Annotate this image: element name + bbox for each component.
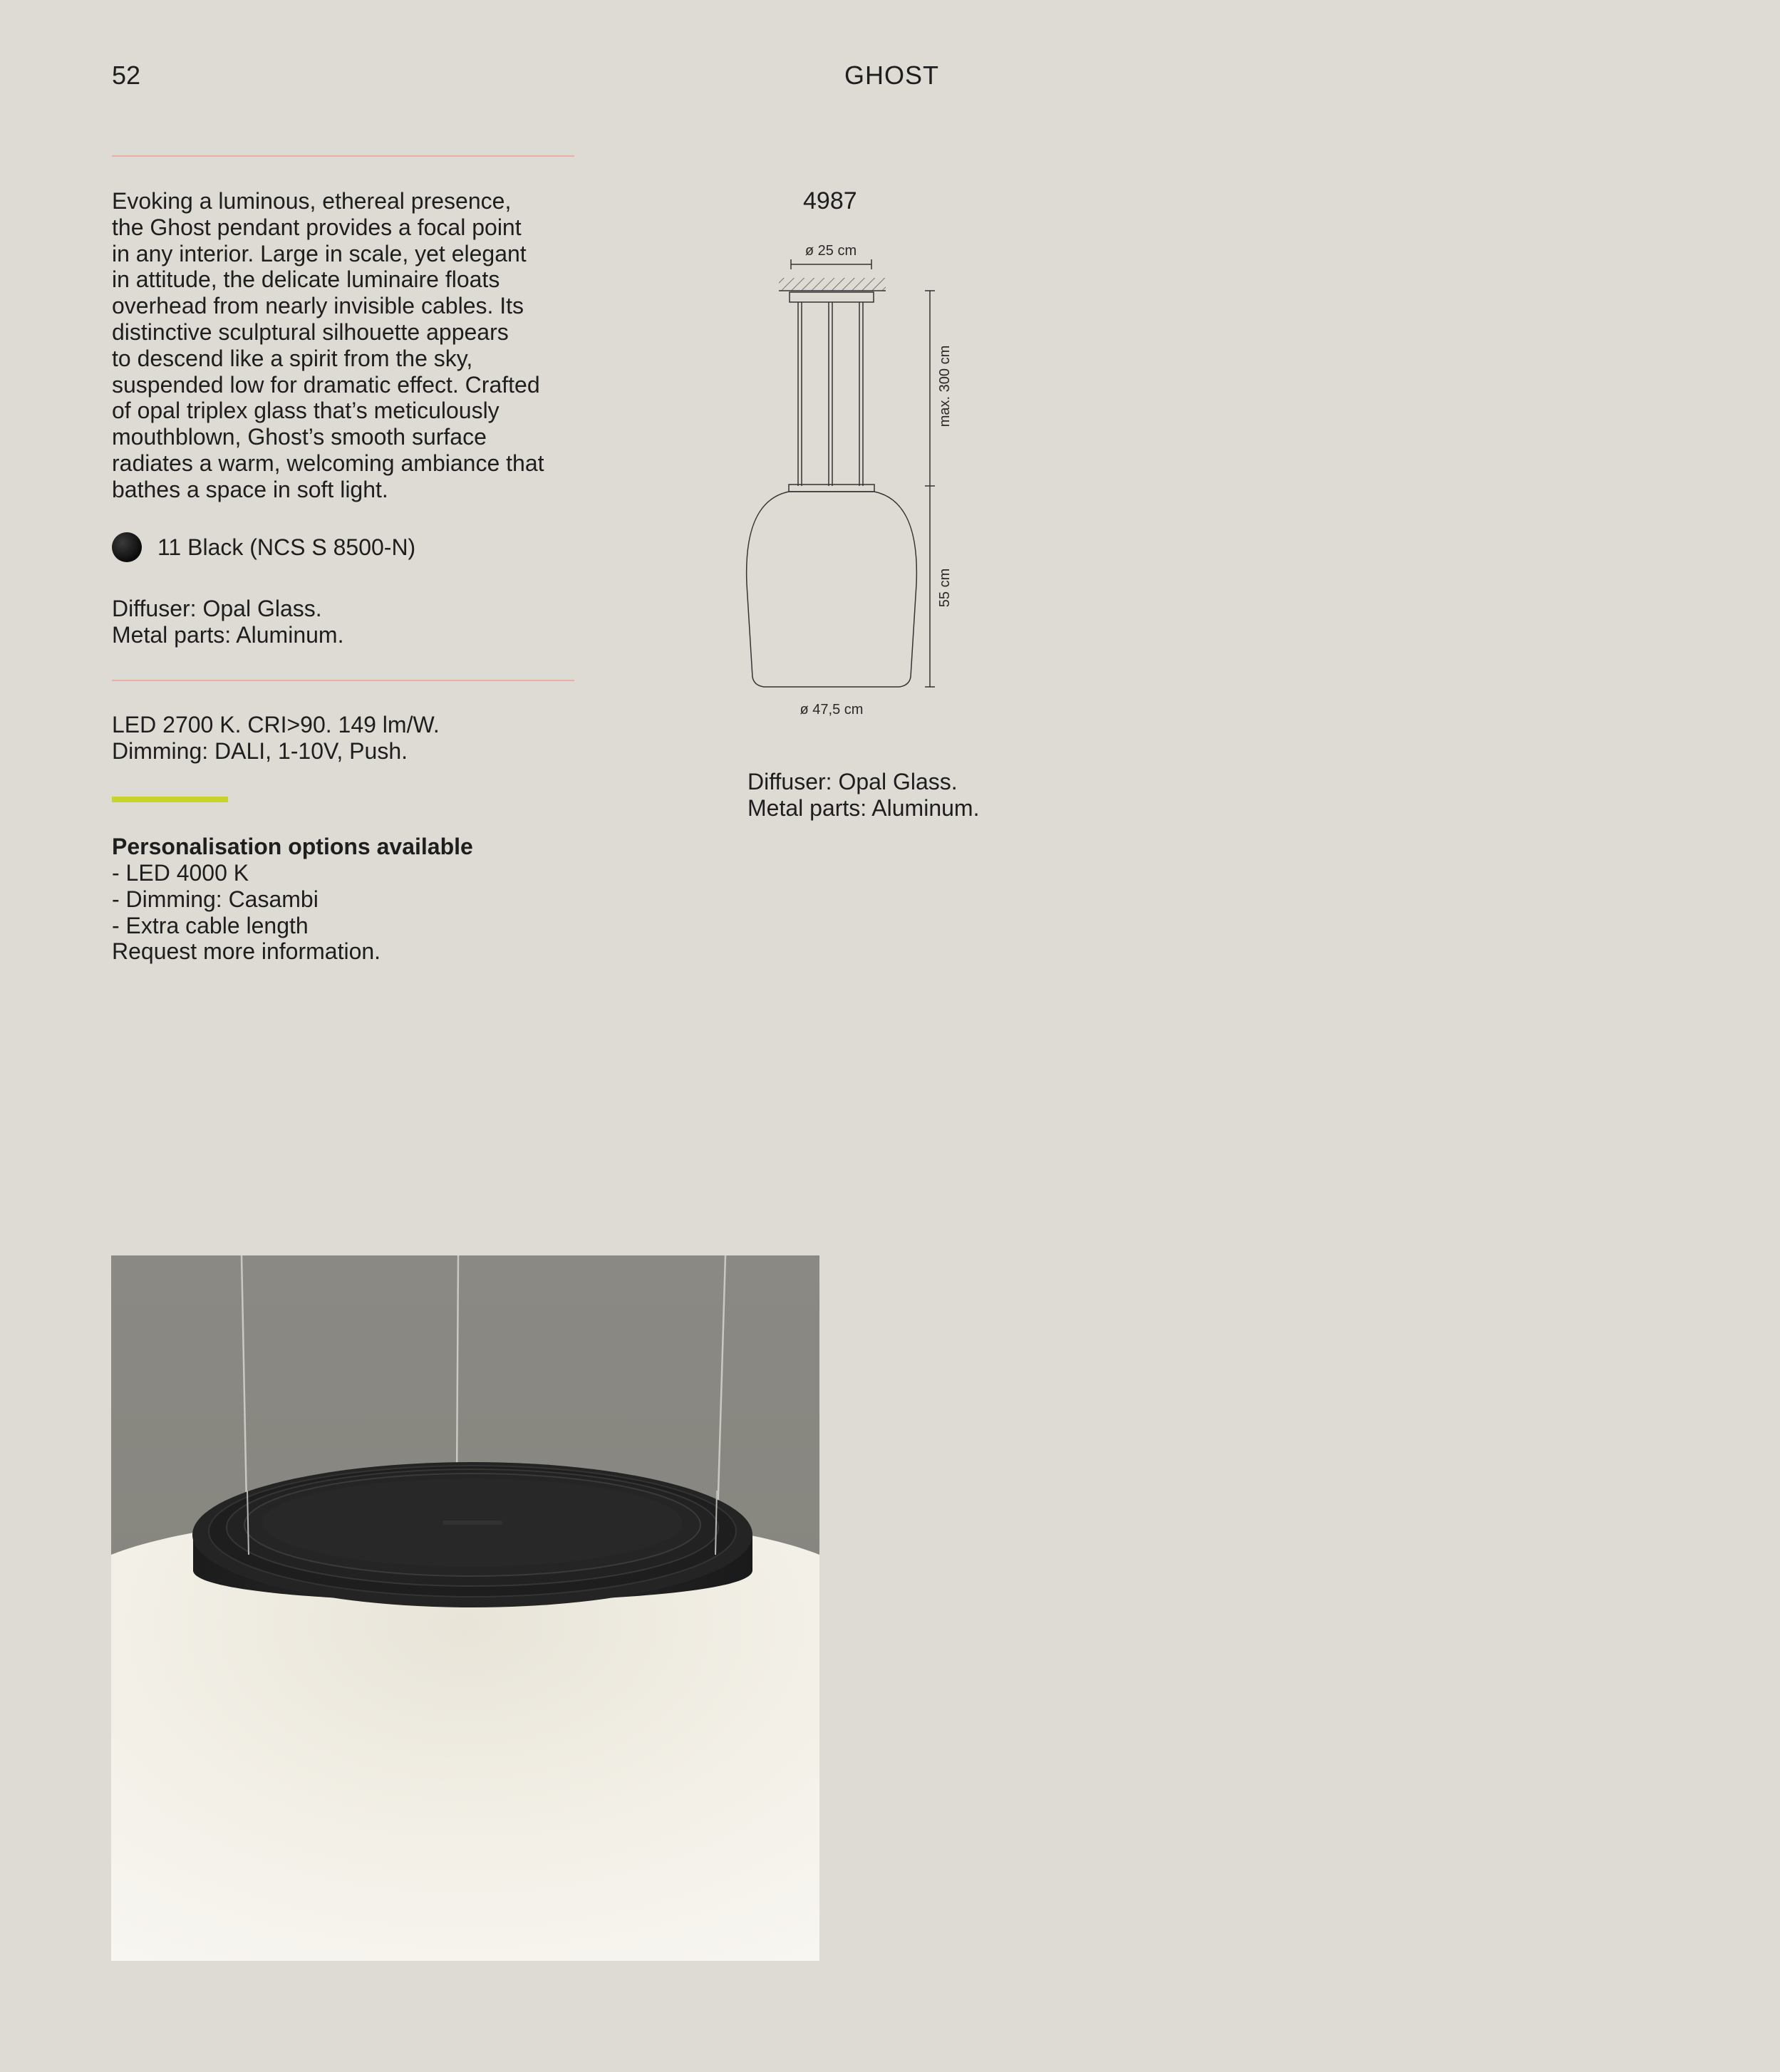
description-line: mouthblown, Ghost’s smooth surface — [112, 424, 487, 450]
product-description — [112, 188, 596, 503]
personalisation-heading: Personalisation options available — [112, 834, 473, 859]
diffuser-height-label: 55 cm — [937, 568, 953, 608]
description-line: distinctive sculptural silhouette appears — [112, 318, 509, 345]
metal-material: Metal parts: Aluminum. — [747, 794, 980, 821]
description-line: the Ghost pendant provides a focal point — [112, 214, 522, 240]
description-line: radiates a warm, welcoming ambiance that — [112, 450, 544, 476]
running-title: GHOST — [844, 61, 940, 90]
ceiling-hatch — [779, 278, 886, 291]
description-line: overhead from nearly invisible cables. Its — [112, 293, 524, 319]
option-item: - Dimming: Casambi — [112, 886, 319, 912]
description-line: in any interior. Large in scale, yet elegant — [112, 240, 527, 266]
model-materials — [747, 769, 979, 822]
led-spec: LED 2700 K. CRI>90. 149 lm/W. — [112, 712, 440, 737]
page-number: 52 — [112, 61, 141, 90]
dimming-spec: Dimming: DALI, 1-10V, Push. — [112, 737, 408, 764]
option-item: - Extra cable length — [112, 912, 309, 938]
option-item: - LED 4000 K — [112, 860, 249, 886]
description-line: bathes a space in soft light. — [112, 476, 388, 502]
canopy-diameter-label: ø 25 cm — [804, 243, 857, 259]
description-line: of opal triplex glass that’s meticulously — [112, 398, 500, 424]
canopy — [790, 292, 874, 302]
model-code: 4987 — [803, 187, 857, 214]
materials-info — [112, 596, 343, 648]
description-line: to descend like a spirit from the sky, — [112, 345, 473, 371]
technical-specs — [112, 712, 440, 765]
diffuser-material: Diffuser: Opal Glass. — [112, 596, 322, 621]
description-line: suspended low for dramatic effect. Crafted — [112, 371, 540, 398]
metal-material: Metal parts: Aluminum. — [112, 621, 344, 648]
diffuser-diameter-label: ø 47,5 cm — [800, 702, 864, 718]
max-height-label: max. 300 cm — [937, 345, 953, 428]
divider-top — [112, 155, 574, 157]
description-line: in attitude, the delicate luminaire floats — [112, 266, 500, 293]
suspension-rods — [798, 302, 863, 486]
personalisation-list — [112, 860, 381, 965]
divider-middle — [112, 680, 574, 681]
finish-option — [112, 531, 415, 564]
finish-label: 11 Black (NCS S 8500-N) — [157, 534, 416, 560]
accent-bar — [112, 797, 228, 802]
color-swatch-black — [112, 532, 142, 562]
technical-drawing — [713, 228, 998, 727]
diffuser-material: Diffuser: Opal Glass. — [747, 769, 958, 794]
canopy-dimension — [791, 243, 871, 269]
product-photo — [111, 1255, 819, 1961]
request-info-link[interactable]: Request more information. — [112, 938, 381, 965]
height-dimensions — [925, 291, 935, 687]
diffuser-outline — [747, 492, 917, 687]
description-line: Evoking a luminous, ethereal presence, — [112, 188, 512, 214]
canopy-plate — [192, 1462, 752, 1607]
